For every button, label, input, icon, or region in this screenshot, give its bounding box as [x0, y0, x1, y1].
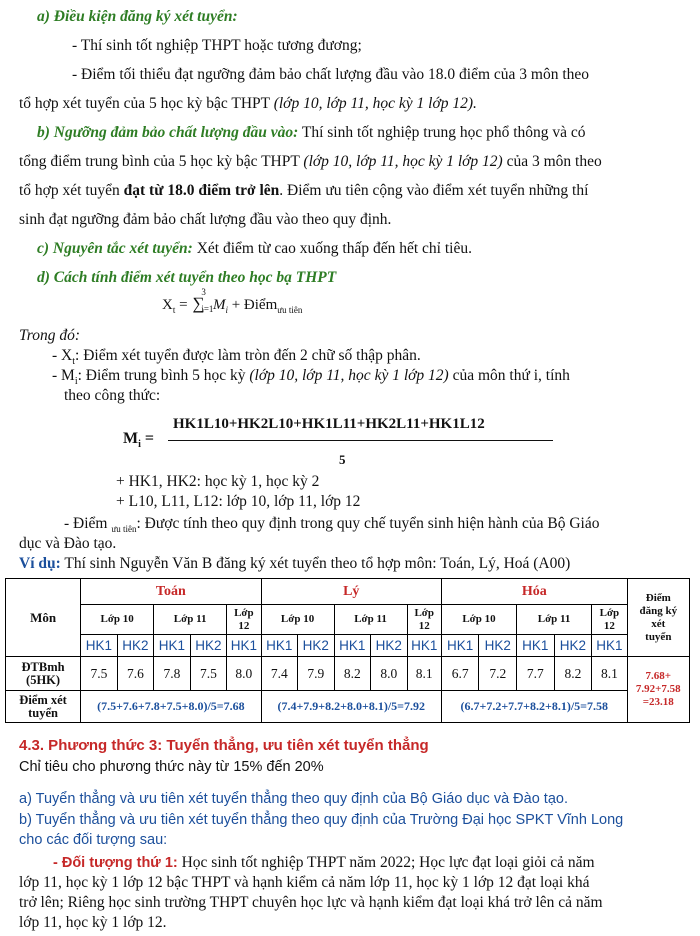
- section-b-line-4: sinh đạt ngưỡng đảm bảo chất lượng đầu vào theo quy định.: [19, 211, 392, 228]
- ly-lop11: Lớp 11: [334, 605, 407, 635]
- score-cell: 7.2: [479, 657, 517, 691]
- tuyen-thang-b-cont: cho các đối tượng sau:: [19, 832, 168, 848]
- example-line: Ví dụ: Thí sinh Nguyễn Văn B đăng ký xét tuyển theo tổ hợp môn: Toán, Lý, Hoá (A00): [19, 555, 571, 572]
- mi-formula-denominator: 5: [339, 452, 346, 467]
- score-cell: 8.2: [334, 657, 371, 691]
- hk-header: HK1: [81, 635, 118, 657]
- hk-header: HK2: [554, 635, 592, 657]
- hk-header: HK2: [298, 635, 335, 657]
- xt-definition: - $X_t$: Điểm xét tuyển được làm tròn đến 2 chữ số thập phân.: [52, 347, 421, 368]
- score-table: [5, 578, 690, 723]
- score-cell: 7.9: [298, 657, 335, 691]
- doi-tuong-1-line-1: - Đối tượng thứ 1: Học sinh tốt nghiệp THPT năm 2022; Học lực đạt loại giỏi cả năm: [53, 854, 595, 871]
- heading-c: c) Nguyên tắc xét tuyển:: [37, 240, 193, 257]
- score-cell: 8.2: [554, 657, 592, 691]
- tuyen-thang-b: b) Tuyển thẳng và ưu tiên xét tuyển thẳng theo quy định của Trường Đại học SPKT Vĩnh Long: [19, 812, 624, 828]
- subject-ly: Lý: [261, 579, 441, 605]
- hk-header: HK1: [407, 635, 441, 657]
- hoa-lop10: Lớp 10: [441, 605, 516, 635]
- score-cell: 7.7: [517, 657, 555, 691]
- section-b-line-1: b) Ngưỡng đảm bảo chất lượng đầu vào: Thí sinh tốt nghiệp trung học phổ thông và có: [37, 124, 586, 141]
- fraction-bar: [168, 440, 553, 441]
- toan-lop10: Lớp 10: [81, 605, 154, 635]
- hk-header: HK1: [154, 635, 191, 657]
- hk-header: HK1: [334, 635, 371, 657]
- condition-item-2-cont: tổ hợp xét tuyển của 5 học kỳ bậc THPT (lớp 10, lớp 11, học kỳ 1 lớp 12).: [19, 95, 477, 112]
- doi-tuong-1-label: - Đối tượng thứ 1:: [53, 855, 178, 871]
- score-cell: 7.8: [154, 657, 191, 691]
- score-cell: 8.1: [592, 657, 627, 691]
- hk-header: HK1: [441, 635, 479, 657]
- example-label: Ví dụ:: [19, 555, 61, 572]
- subject-toan: Toán: [81, 579, 261, 605]
- xt-row-label: Điểm xét tuyển: [6, 691, 81, 723]
- hk-header: HK2: [190, 635, 227, 657]
- score-cell: 8.0: [227, 657, 261, 691]
- hk-header: HK2: [479, 635, 517, 657]
- toan-lop11: Lớp 11: [154, 605, 227, 635]
- condition-item-1: - Thí sinh tốt nghiệp THPT hoặc tương đương;: [72, 37, 362, 54]
- score-cell: 8.1: [407, 657, 441, 691]
- score-cell: 6.7: [441, 657, 479, 691]
- hk-header: HK1: [227, 635, 261, 657]
- score-cell: 7.4: [261, 657, 298, 691]
- dtb-row-label: ĐTBmh (5HK): [6, 657, 81, 691]
- score-cell: 7.5: [190, 657, 227, 691]
- calc-ly: (7.4+7.9+8.2+8.0+8.1)/5=7.92: [261, 691, 441, 723]
- mon-header: Môn: [6, 579, 81, 657]
- subject-hoa: Hóa: [441, 579, 627, 605]
- quota-text: Chỉ tiêu cho phương thức này từ 15% đến 20%: [19, 759, 324, 775]
- hk-header: HK1: [592, 635, 627, 657]
- condition-item-2: - Điểm tối thiểu đạt ngưỡng đảm bảo chất lượng đầu vào 18.0 điểm của 3 môn theo: [72, 66, 590, 83]
- hoa-lop12: Lớp 12: [592, 605, 627, 635]
- calc-hoa: (6.7+7.2+7.7+8.2+8.1)/5=7.58: [441, 691, 627, 723]
- heading-a: a) Điều kiện đăng ký xét tuyển:: [37, 8, 238, 25]
- doi-tuong-1-line-2: lớp 11, học kỳ 1 lớp 12 bậc THPT và hạnh kiểm cả năm lớp 11, học kỳ 1 lớp 12 đạt loại khá: [19, 874, 590, 891]
- hk-header: HK2: [371, 635, 408, 657]
- lop-note: + L10, L11, L12: lớp 10, lớp 11, lớp 12: [116, 493, 361, 510]
- mi-definition: - $M_i$: Điểm trung bình 5 học kỳ (lớp 10, lớp 11, học kỳ 1 lớp 12) của môn thứ i, tính: [52, 367, 570, 388]
- diem-uu-tien-cont: dục và Đào tạo.: [19, 535, 117, 552]
- ly-lop12: Lớp 12: [407, 605, 441, 635]
- hk-header: HK1: [261, 635, 298, 657]
- hoa-lop11: Lớp 11: [517, 605, 592, 635]
- mi-formula-label: $M_i$ =: [123, 430, 155, 451]
- section-b-line-3: tổ hợp xét tuyển đạt từ 18.0 điểm trở lên. Điểm ưu tiên cộng vào điểm xét tuyển những thí: [19, 182, 589, 199]
- doi-tuong-1-line-3: trở lên; Riêng học sinh trường THPT chuyên học lực và hạnh kiểm đạt loại khá trở lên cả năm: [19, 894, 603, 911]
- sigma-symbol: ∑ 3 i=1: [192, 287, 214, 314]
- score-cell: 7.5: [81, 657, 118, 691]
- hk-header: HK2: [117, 635, 154, 657]
- mi-definition-cont: theo công thức:: [64, 387, 161, 404]
- section-c-line: c) Nguyên tắc xét tuyển: Xét điểm từ cao xuống thấp đến hết chỉ tiêu.: [37, 240, 472, 257]
- formula-xt: $X_t$ = ∑ 3 i=1 $M_i$ + Điểm$_{ưu tiên}$: [162, 287, 303, 315]
- diem-dang-ky-header: Điểm đăng ký xét tuyển: [627, 579, 689, 657]
- ly-lop10: Lớp 10: [261, 605, 334, 635]
- trong-do-label: Trong đó:: [19, 327, 81, 344]
- heading-b: b) Ngưỡng đảm bảo chất lượng đầu vào:: [37, 124, 299, 141]
- doi-tuong-1-line-4: lớp 11, học kỳ 1 lớp 12.: [19, 914, 167, 931]
- toan-lop12: Lớp 12: [227, 605, 261, 635]
- mi-formula-numerator: HK1L10+HK2L10+HK1L11+HK2L11+HK1L12: [173, 416, 485, 432]
- diem-uu-tien-definition: - Điểm $_{ưu tiên}$: Được tính theo quy định trong quy chế tuyển sinh hiện hành của Bộ Giáo: [64, 515, 600, 535]
- score-cell: 8.0: [371, 657, 408, 691]
- total-score: 7.68+ 7.92+7.58 =23.18: [627, 657, 689, 723]
- heading-d: d) Cách tính điểm xét tuyển theo học bạ THPT: [37, 269, 337, 286]
- hk-note: + HK1, HK2: học kỳ 1, học kỳ 2: [116, 473, 320, 490]
- tuyen-thang-a: a) Tuyển thẳng và ưu tiên xét tuyển thẳng theo quy định của Bộ Giáo dục và Đào tạo.: [19, 791, 568, 807]
- calc-toan: (7.5+7.6+7.8+7.5+8.0)/5=7.68: [81, 691, 261, 723]
- hk-header: HK1: [517, 635, 555, 657]
- heading-4-3: 4.3. Phương thức 3: Tuyển thẳng, ưu tiên xét tuyển thẳng: [19, 737, 429, 754]
- section-b-line-2: tổng điểm trung bình của 5 học kỳ bậc THPT (lớp 10, lớp 11, học kỳ 1 lớp 12) của 3 môn theo: [19, 153, 602, 170]
- score-cell: 7.6: [117, 657, 154, 691]
